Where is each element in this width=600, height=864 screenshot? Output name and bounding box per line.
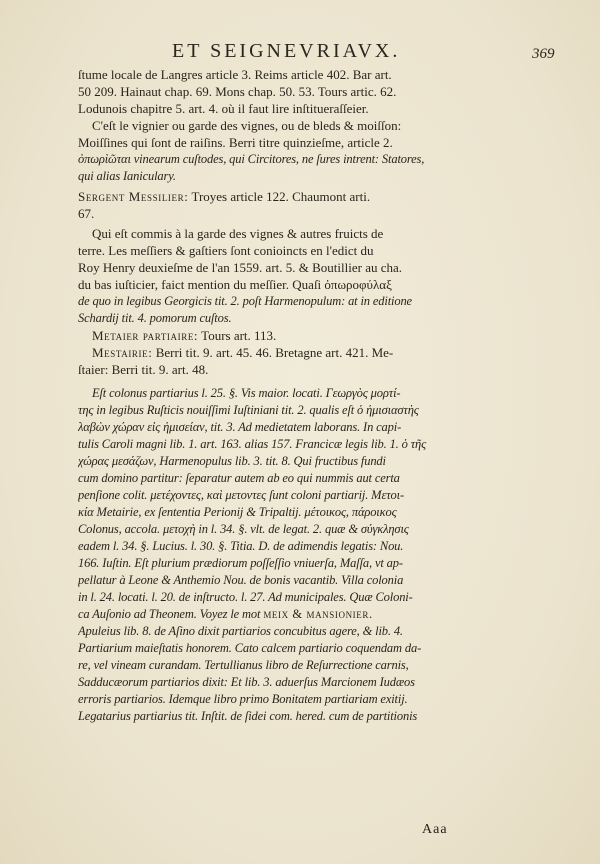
text-line: 166. Iuſtin. Eſt plurium prædiorum poſſeſſio vniuerſa, Maſſa, vt ap- (78, 556, 403, 570)
text-line: eadem l. 34. §. Lucius. l. 30. §. Titia. D. de adimendis legatis: Nou. (78, 539, 404, 553)
text-line: Legatarius partiarius tit. Inſtit. de ſidei com. hered. cum de partitionis (78, 709, 418, 723)
entry-term: Sergent Messilier: (78, 189, 189, 204)
text-line: Qui eſt commis à la garde des vignes & autres fruicts de (92, 226, 384, 241)
text-line: du bas iuſticier, faict mention du meſſier. Quaſi ὀπωροφύλαξ (78, 277, 392, 292)
text-line: de quo in legibus Georgicis tit. 2. poſt Harmenopulum: at in editione (78, 294, 412, 308)
entry-term: Mestairie: (92, 345, 153, 360)
header-title: ET SEIGNEVRIAVX. (172, 40, 401, 62)
entry-heading-line (78, 344, 546, 361)
entry-reference: Tours art. 113. (198, 328, 277, 343)
text-line: Sadducæorum partiarios dixit: Et lib. 3. aduerſus Marcionem Iudæos (78, 675, 415, 689)
text-line: re, vel vineam curandam. Tertullianus libro de Reſurrectione carnis, (78, 658, 409, 672)
signature-mark: Aaa (422, 822, 448, 837)
text-line: in l. 24. locati. l. 20. de inſtructo. l. 27. Ad municipales. Quæ Coloni- (78, 590, 413, 604)
text-segment: ca Auſonio ad Theonem. Voyez le mot (78, 607, 264, 621)
text-line: Partiarium maieſtatis honorem. Cato calcem partiario coquendam da- (78, 641, 422, 655)
entry-heading-line (78, 188, 546, 205)
text-line: ὀπωρὶῶται vinearum cuſtodes, qui Circitores, ne ſures intrent: Statores, (78, 152, 425, 166)
text-line: pellatur à Leone & Anthemio Nou. de bonis vacantib. Villa colonia (78, 573, 404, 587)
entry-reference: Berri tit. 9. art. 45. 46. Bretagne art. 421. Me- (152, 345, 394, 360)
entry-heading-line (78, 327, 546, 344)
cross-reference: meix & mansionier. (263, 607, 373, 621)
text-line: Eſt colonus partiarius l. 25. §. Vis maior. locati. Γεωργὸς μορτί- (92, 386, 401, 400)
text-line: χώρας μεσάζων, Harmenopulus lib. 3. tit. 8. Qui fructibus fundi (78, 454, 386, 468)
text-line: Apuleius lib. 8. de Aſino dixit partiarios concubitus agere, & lib. 4. (78, 624, 403, 638)
text-line: terre. Les meſſiers & gaſtiers ſont conioincts en l'edict du (78, 243, 374, 258)
text-line: λαβὼν χώραν εἰς ἡμισείαν, tit. 3. Ad medietatem laborans. In capi- (78, 420, 402, 434)
text-line: C'eſt le vignier ou garde des vignes, ou de bleds & moiſſon: (92, 118, 402, 133)
page-number: 369 (532, 46, 555, 62)
text-line: Roy Henry deuxieſme de l'an 1559. art. 5. & Boutillier au cha. (78, 260, 403, 275)
text-line: Schardij tit. 4. pomorum cuſtos. (78, 311, 232, 325)
text-line: ſtaier: Berri tit. 9. art. 48. (78, 362, 209, 377)
text-line: Colonus, accola. μετοχὴ in l. 34. §. vlt. de legat. 2. quæ & σύγκλησις (78, 522, 409, 536)
text-line: tulis Caroli magni lib. 1. art. 163. alias 157. Francicæ legis lib. 1. ὁ τῆς (78, 437, 426, 451)
text-line: qui alias Ianiculary. (78, 169, 176, 183)
text-line: της in legibus Ruſticis nouiſſimi Iuſtiniani tit. 2. qualis eſt ὁ ἡμισιαστὴς (78, 403, 419, 417)
text-line: 50 209. Hainaut chap. 69. Mons chap. 50. 53. Tours artic. 62. (78, 84, 397, 99)
text-line: Lodunois chapitre 5. art. 4. où il faut lire inſtitueraſſeier. (78, 101, 369, 116)
text-line (78, 606, 546, 623)
text-line: Moiſſines qui ſont de raiſins. Berri titre quinzieſme, article 2. (78, 135, 393, 150)
entry-reference: Troyes article 122. Chaumont arti. (188, 189, 371, 204)
body-text (78, 66, 546, 725)
entry-term: Metaier partiaire: (92, 328, 199, 343)
text-line: 67. (78, 206, 95, 221)
text-line: penſione colit. μετέχοντες, καὶ μετοντες ſunt coloni partiarij. Μετοι- (78, 488, 404, 502)
text-line: κία Metairie, ex ſententia Perionij & Tripaltij. μέτοικος, πάροικος (78, 505, 397, 519)
text-line: erroris partiarios. Idemque libro primo Bonitatem partiariam exitij. (78, 692, 408, 706)
running-header (0, 40, 600, 64)
text-line: ſtume locale de Langres article 3. Reims article 402. Bar art. (78, 67, 392, 82)
text-line: cum domino partitur: ſeparatur autem ab eo qui nummis aut certa (78, 471, 400, 485)
